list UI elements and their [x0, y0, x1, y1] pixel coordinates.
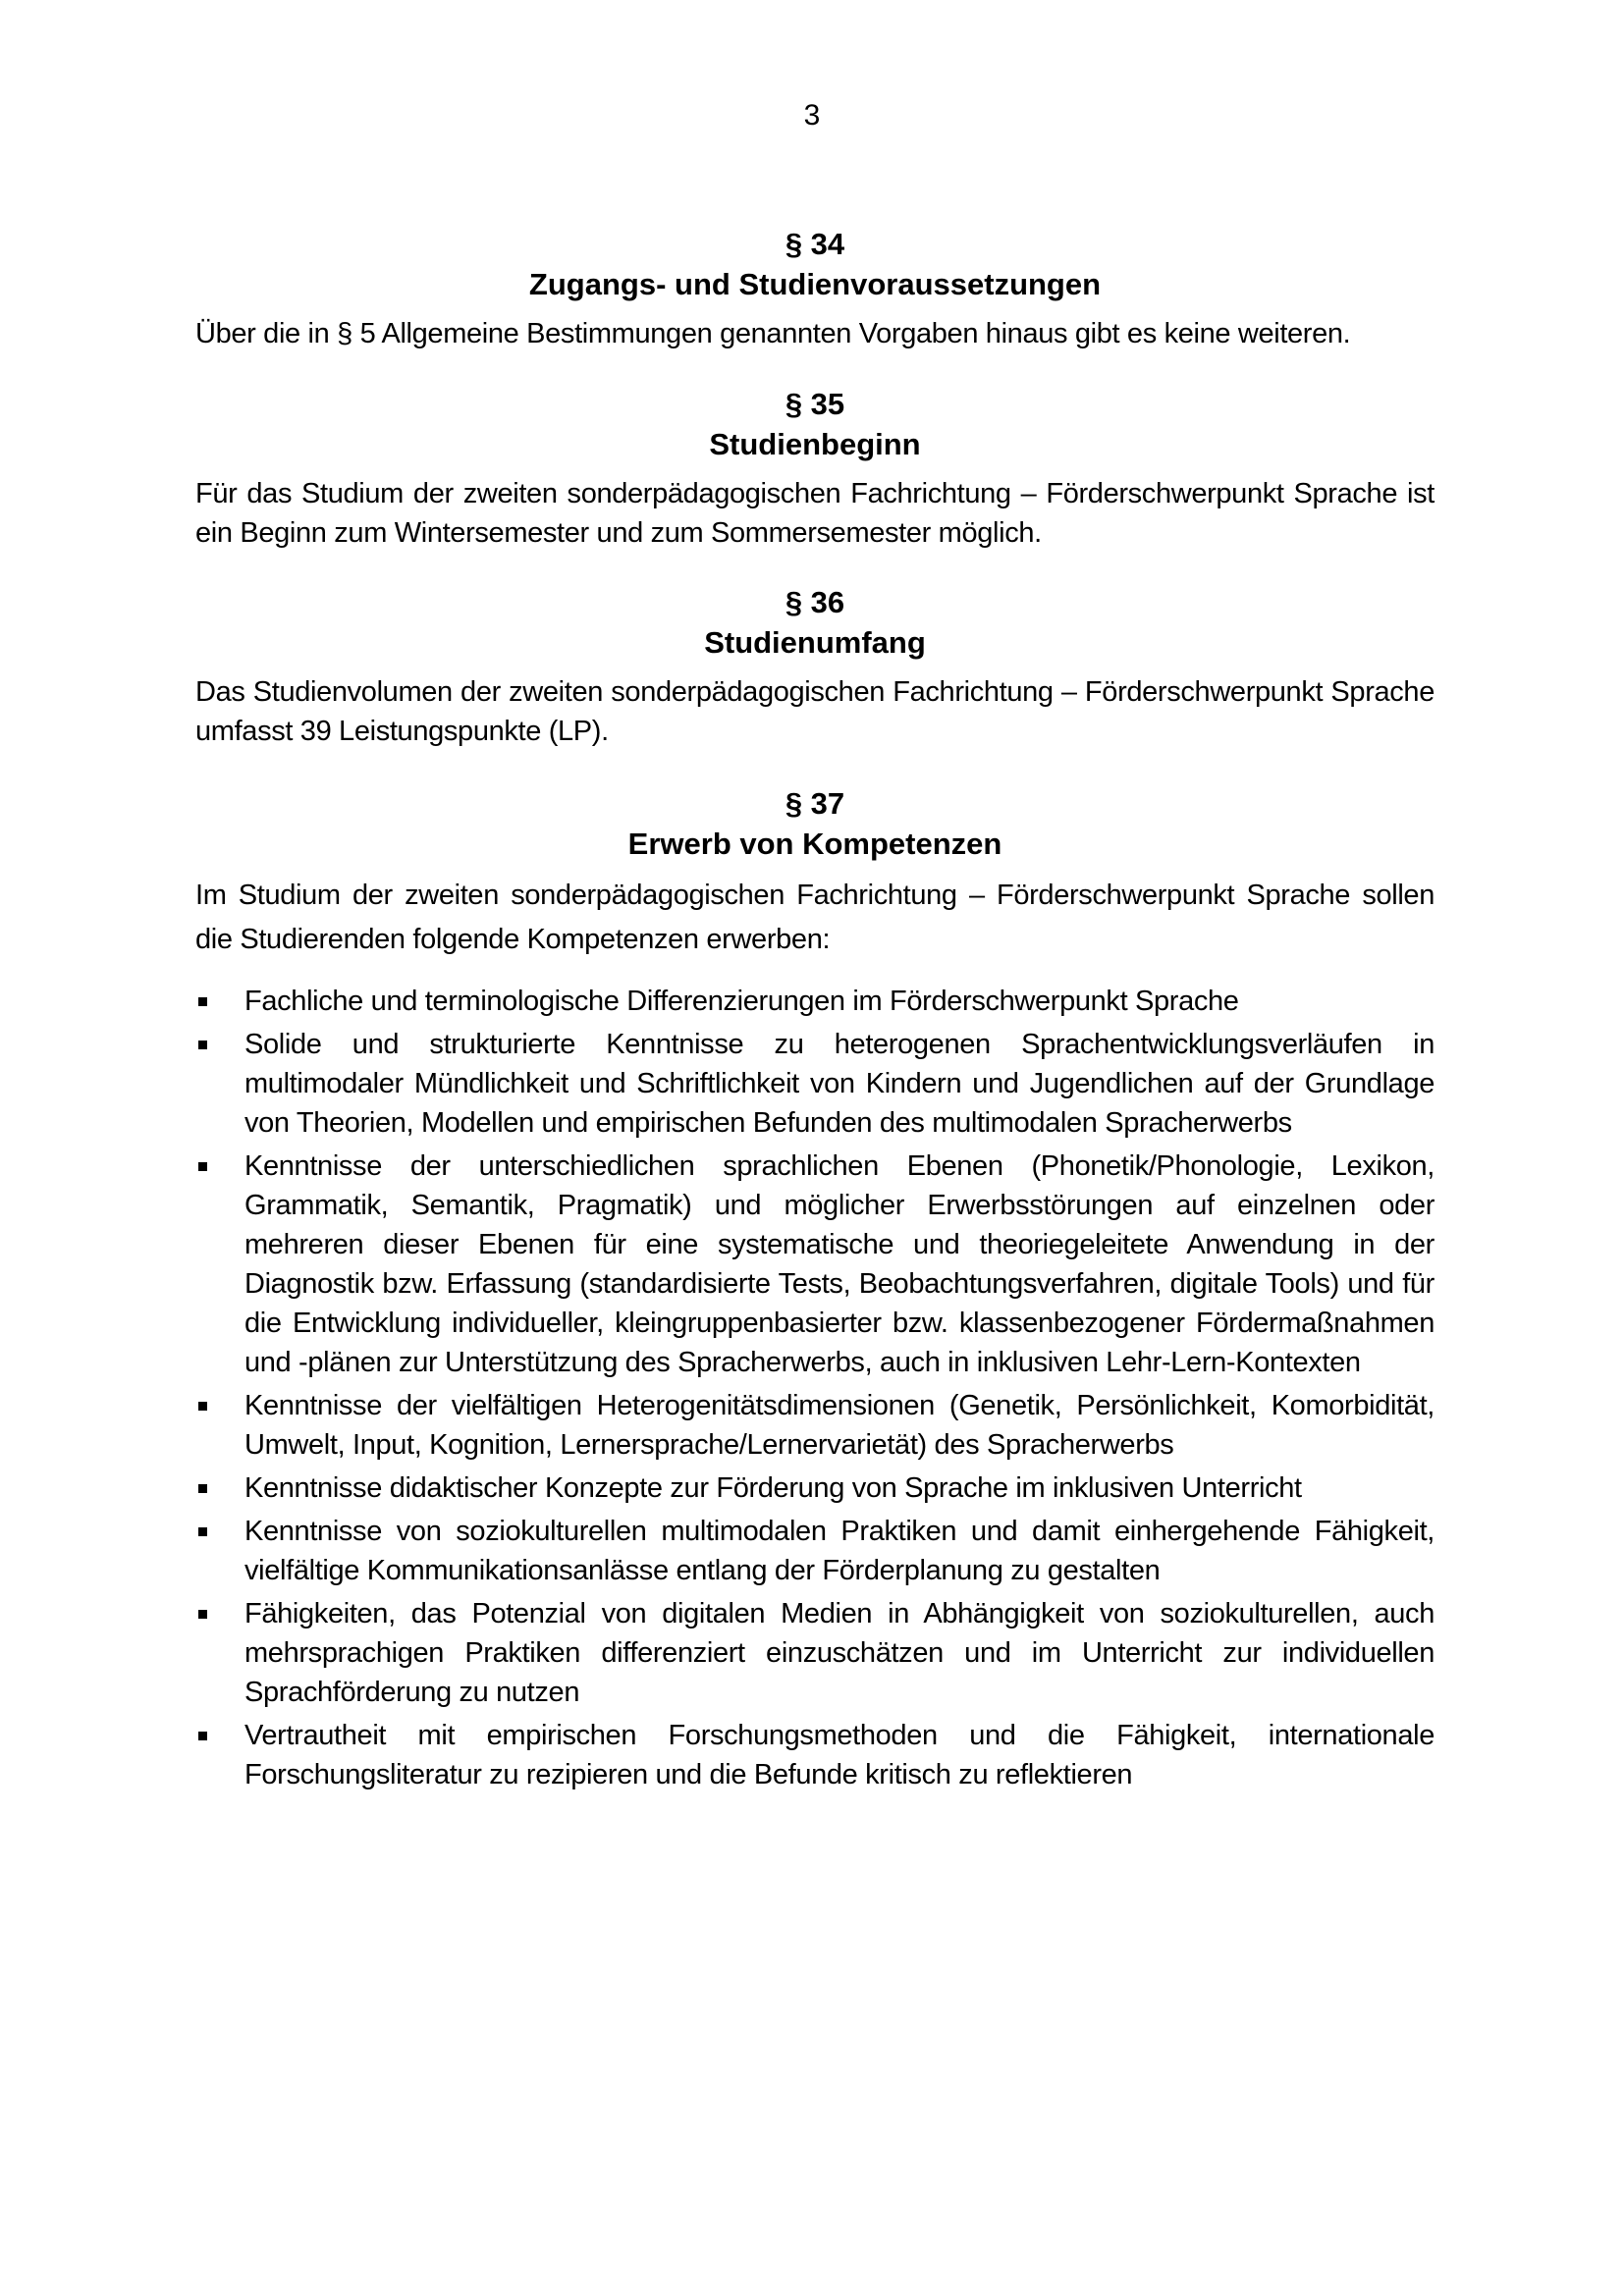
page-content	[195, 224, 1435, 1798]
section-body: Für das Studium der zweiten sonderpädagogischen Fachrichtung – Förderschwerpunkt Sprache ist ein Beginn zum Wintersemester und zum Sommersemester möglich.	[195, 478, 1435, 549]
section-body: Im Studium der zweiten sonderpädagogischen Fachrichtung – Förderschwerpunkt Sprache sollen die Studierenden folgende Kompetenzen erwerben:	[195, 880, 1435, 955]
section-35	[195, 384, 1435, 553]
list-item-text: Vertrautheit mit empirischen Forschungsmethoden und die Fähigkeit, internationale Forschungsliteratur zu rezipieren und die Befunde kritisch zu reflektieren	[244, 1720, 1435, 1790]
list-item	[195, 1147, 1435, 1382]
section-body: Über die in § 5 Allgemeine Bestimmungen genannten Vorgaben hinaus gibt es keine weiteren.	[195, 318, 1351, 349]
section-number: § 34	[785, 227, 845, 261]
section-number: § 37	[785, 786, 845, 821]
list-item	[195, 982, 1435, 1021]
section-spacer	[195, 353, 1435, 384]
list-item-text: Kenntnisse der unterschiedlichen sprachlichen Ebenen (Phonetik/Phonologie, Lexikon, Grammatik, Semantik, Pragmatik) und möglicher Erwerbsstörungen auf einzelnen oder mehreren dieser Ebenen für eine systematische und theoriegeleitete Anwendung in der Diagnostik bzw. Erfassung (standardisierte Tests, Beobachtungsverfahren, digitale Tools) und für die Entwicklung individueller, kleingruppenbasierter bzw. klassenbezogener Fördermaßnahmen und -plänen zur Unterstützung des Spracherwerbs, auch in inklusiven Lehr-Lern-Kontexten	[244, 1150, 1435, 1378]
list-item	[195, 1025, 1435, 1143]
section-spacer	[195, 553, 1435, 582]
section-title: Studienumfang	[704, 625, 926, 660]
list-item	[195, 1512, 1435, 1590]
section-title: Erwerb von Kompetenzen	[627, 827, 1002, 861]
section-body: Das Studienvolumen der zweiten sonderpädagogischen Fachrichtung – Förderschwerpunkt Sprache umfasst 39 Leistungspunkte (LP).	[195, 676, 1435, 747]
square-bullet-icon	[198, 1610, 207, 1619]
list-item	[195, 1594, 1435, 1712]
square-bullet-icon	[198, 1732, 207, 1740]
section-title: Zugangs- und Studienvoraussetzungen	[528, 267, 1102, 301]
list-item-text: Fähigkeiten, das Potenzial von digitalen Medien in Abhängigkeit von soziokulturellen, auch mehrsprachigen Praktiken differenziert einzuschätzen und im Unterricht zur individuellen Sprachförderung zu nutzen	[244, 1598, 1435, 1708]
section-number: § 36	[785, 585, 845, 619]
square-bullet-icon	[198, 1527, 207, 1536]
section-title: Studienbeginn	[709, 427, 921, 461]
square-bullet-icon	[198, 1484, 207, 1493]
square-bullet-icon	[198, 997, 207, 1006]
square-bullet-icon	[198, 1041, 207, 1049]
list-item	[195, 1386, 1435, 1465]
page-number: 3	[803, 99, 821, 132]
list-item-text: Fachliche und terminologische Differenzierungen im Förderschwerpunkt Sprache	[244, 986, 1239, 1017]
square-bullet-icon	[198, 1402, 207, 1411]
list-item-text: Kenntnisse didaktischer Konzepte zur Förderung von Sprache im inklusiven Unterricht	[244, 1472, 1302, 1504]
section-34	[195, 224, 1435, 353]
square-bullet-icon	[198, 1162, 207, 1171]
list-item-text: Kenntnisse der vielfältigen Heterogenitätsdimensionen (Genetik, Persönlichkeit, Komorbidität, Umwelt, Input, Kognition, Lernersprache/Lernervarietät) des Spracherwerbs	[244, 1390, 1435, 1461]
section-36	[195, 582, 1435, 751]
list-item-text: Solide und strukturierte Kenntnisse zu heterogenen Sprachentwicklungsverläufen in multimodaler Mündlichkeit und Schriftlichkeit von Kindern und Jugendlichen auf der Grundlage von Theorien, Modellen und empirischen Befunden des multimodalen Spracherwerbs	[244, 1029, 1435, 1139]
section-spacer	[195, 751, 1435, 783]
section-number: § 35	[785, 387, 845, 421]
section-37	[195, 783, 1435, 1794]
list-item	[195, 1468, 1435, 1508]
list-item	[195, 1716, 1435, 1794]
list-item-text: Kenntnisse von soziokulturellen multimodalen Praktiken und damit einhergehende Fähigkeit, vielfältige Kommunikationsanlässe entlang der Förderplanung zu gestalten	[244, 1516, 1435, 1586]
competency-list	[195, 982, 1435, 1794]
